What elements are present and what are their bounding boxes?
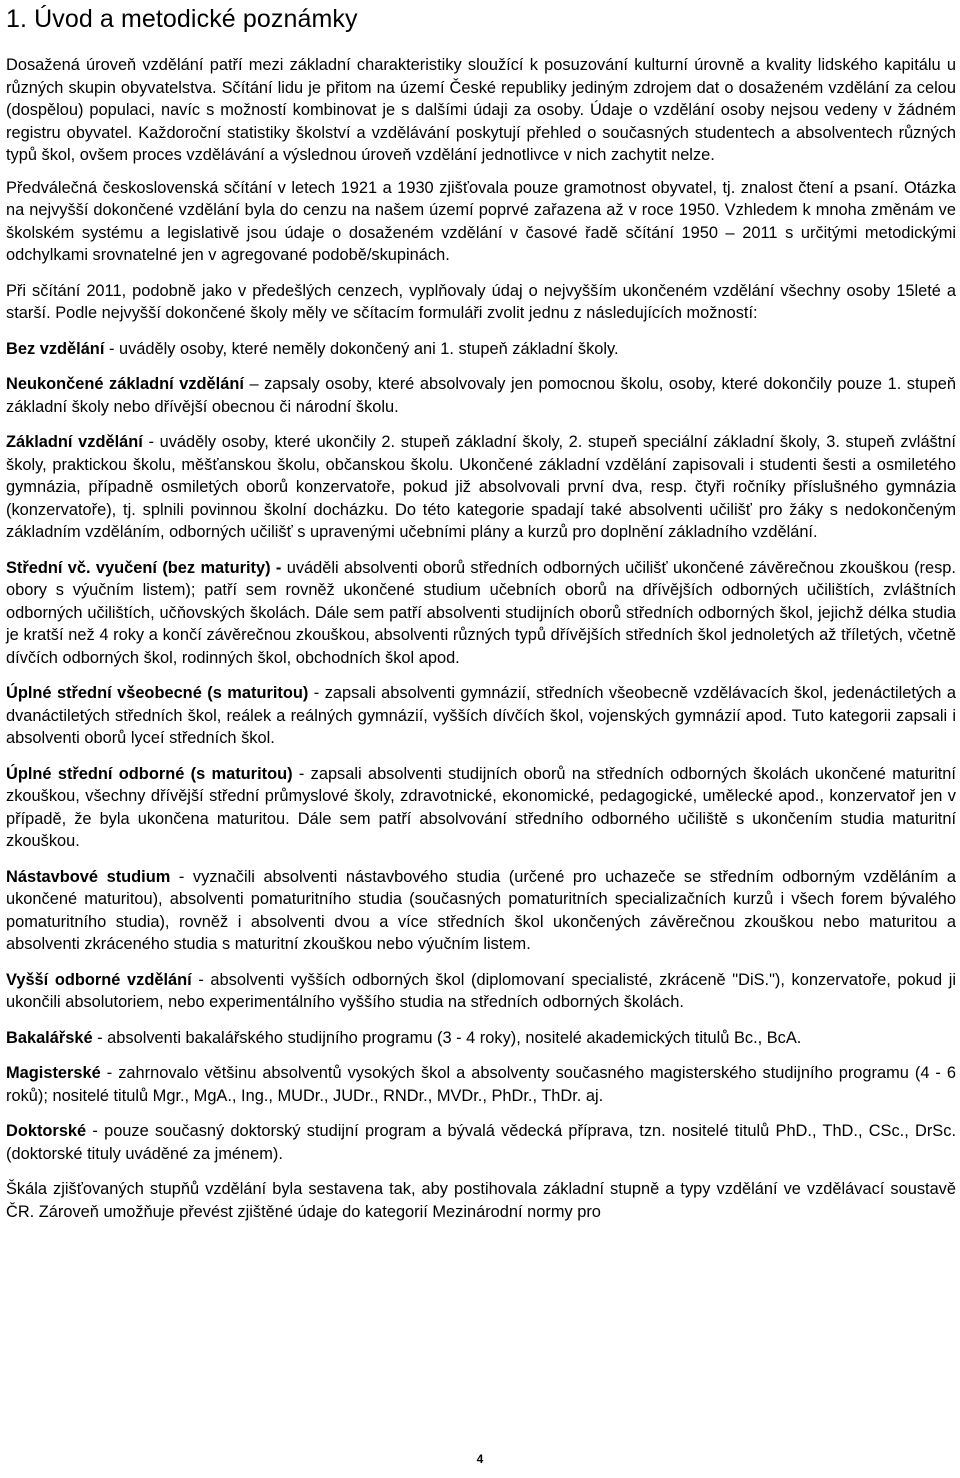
category-description: – zapsaly osoby, které absolvovaly jen pomocnou školu, osoby, které dokončily pouze 1. stupeň základní školy nebo dřívější obecnou či národní školu. bbox=[6, 375, 957, 416]
category-doctoral bbox=[6, 1120, 956, 1165]
category-secondary-vocational bbox=[6, 557, 956, 670]
category-term: Doktorské bbox=[6, 1122, 87, 1140]
category-incomplete-basic bbox=[6, 373, 956, 418]
category-term: Vyšší odborné vzdělání bbox=[6, 970, 192, 989]
category-term: Neukončené základní vzdělání bbox=[6, 375, 244, 393]
page-number: 4 bbox=[476, 1452, 484, 1466]
category-term: Základní vzdělání bbox=[6, 433, 143, 451]
category-basic bbox=[6, 431, 956, 544]
category-secondary-technical-maturita bbox=[6, 763, 956, 853]
category-description: - uváděly osoby, které ukončily 2. stupeň základní školy, 2. stupeň speciální základní školy, 3. stupeň zvláštní školy, praktickou školu, měšťanskou školu, občanskou školu. Ukončené základní vzdělání zapisovali i studenti šesti a osmiletého gymnázia, případně osmiletých oborů konzervatoře, pokud již absolvovali první dva, resp. čtyři ročníky příslušného gymnázia (konzervatoře), tj. splnili povinnou školní docházku. Do této kategorie spadají také absolventi učilišť pro žáky s nedokončeným základním vzděláním, odborných učilišť s upravenými učebními plány a kurzů pro doplnění základního vzdělání. bbox=[6, 433, 956, 541]
category-description: - absolventi bakalářského studijního programu (3 - 4 roky), nositelé akademických titulů Bc., BcA. bbox=[92, 1028, 802, 1047]
category-bachelor bbox=[6, 1027, 956, 1050]
category-description: - absolventi vyšších odborných škol (diplomovaní specialisté, zkráceně "DiS."), konzervatoře, pokud ji ukončili absolutoriem, nebo experimentálního vyššího studia na středních odborných školách. bbox=[6, 970, 956, 1011]
census-sentence-2: Podle nejvyšší dokončené školy měly ve sčítacím formuláři zvolit jednu z následujících možností: bbox=[50, 304, 758, 322]
intro-paragraph bbox=[6, 54, 956, 167]
history-sentence-3: Vzhledem k mnoha změnám ve školském systému a legislativě jsou údaje o dosaženém vzdělání v časové řadě sčítání 1950 – 2011 s určitými metodickými odchylkami srovnatelné jen v agregované podobě/skupinách. bbox=[6, 201, 956, 264]
category-description: - vyznačili absolventi nástavbového studia (určené pro uchazeče se středním odborným vzděláním a ukončené maturitou), absolventi pomaturitního studia (současných pomaturitních specializačních kurzů i všech forem bývalého pomaturitního studia), rovněž i absolventi dvou a více středních škol ukončených závěrečnou zkouškou nebo maturitou a absolventi zkráceného studia s maturitní zkouškou nebo výučním listem. bbox=[6, 867, 956, 953]
intro-sentence-3: Údaje o vzdělání osoby nejsou vedeny v žádném registru obyvatel. bbox=[6, 101, 956, 142]
category-secondary-general-maturita bbox=[6, 682, 956, 750]
category-no-education bbox=[6, 338, 956, 361]
intro-sentence-2: Sčítání lidu je přitom na území České republiky jediným zdrojem dat o dosaženém vzdělání za celou (dospělou) populaci, navíc s možností kombinovat je s dalšími údaji za osoby. bbox=[6, 78, 956, 119]
history-sentence-2: Otázka na nejvyšší dokončené vzdělání byla do cenzu na našem území poprvé zařazena až v roce 1950. bbox=[6, 178, 956, 219]
category-term: Úplné střední odborné (s maturitou) bbox=[6, 764, 293, 783]
category-description: - zahrnovalo většinu absolventů vysokých škol a absolventy současného magisterského studijního programu (4 - 6 roků); nositelé titulů Mgr., MgA., Ing., MUDr., JUDr., RNDr., MVDr., PhDr., ThDr. aj. bbox=[6, 1064, 956, 1105]
document-page bbox=[6, 0, 956, 1223]
history-paragraph bbox=[6, 177, 956, 267]
category-description: uváděli absolventi oborů středních odborných učilišť ukončené závěrečnou zkouškou (resp. obory s výučním listem); patří sem rovněž ukončené studium učebních oborů na dřívějších odborných učilištích, zvláštních odborných učilištích, učňovských školách. Dále sem patří absolventi studijních oborů středních odborných škol, jejichž délka studia je kratší než 4 roky a končí závěrečnou zkouškou, absolventi různých typů dřívějších středních škol jednoletých až tříletých, včetně dívčích odborných škol, rodinných škol, obchodních škol apod. bbox=[6, 558, 956, 667]
category-description: - zapsali absolventi gymnázií, středních všeobecně vzdělávacích škol, jedenáctiletých a dvanáctiletých středních škol, reálek a reálných gymnázií, vyšších dívčích škol, vojenských gymnázií apod. Tuto kategorii zapsali i absolventi oborů lyceí středních škol. bbox=[6, 684, 956, 747]
category-description: - uváděly osoby, které neměly dokončený ani 1. stupeň základní školy. bbox=[104, 339, 619, 358]
history-sentence-1: Předválečná československá sčítání v letech 1921 a 1930 zjišťovala pouze gramotnost obyvatel, tj. znalost čtení a psaní. bbox=[6, 178, 899, 197]
category-term: Nástavbové studium bbox=[6, 867, 171, 886]
category-term: Magisterské bbox=[6, 1064, 101, 1082]
census-sentence-1: Při sčítání 2011, podobně jako v předešlých cenzech, vyplňovaly údaj o nejvyšším ukončeném vzdělání všechny osoby 15leté a starší. bbox=[6, 281, 956, 322]
intro-sentence-1: Dosažená úroveň vzdělání patří mezi základní charakteristiky sloužící k posuzování kulturní úrovně a kvality lidského kapitálu u různých skupin obyvatelstva. bbox=[6, 56, 956, 97]
census-2011-paragraph bbox=[6, 280, 956, 325]
category-term: Úplné střední všeobecné (s maturitou) bbox=[6, 684, 309, 702]
category-term: Bakalářské bbox=[6, 1028, 93, 1047]
category-follow-up-study bbox=[6, 866, 956, 956]
closing-paragraph: Škála zjišťovaných stupňů vzdělání byla sestavena tak, aby postihovala základní stupně a typy vzdělání ve vzdělávací soustavě ČR. Zároveň umožňuje převést zjištěné údaje do kategorií Mezinárodní normy pro bbox=[6, 1180, 956, 1221]
intro-sentence-4: Každoroční statistiky školství a vzdělávání poskytují přehled o současných studentech a absolventech různých typů škol, ovšem proces vzdělávání a výslednou úroveň vzdělání jednotlivce v nich zachytit nelze. bbox=[6, 123, 957, 164]
category-term: Bez vzdělání bbox=[6, 339, 105, 358]
category-higher-vocational bbox=[6, 969, 956, 1014]
category-description: - zapsali absolventi studijních oborů na středních odborných školách ukončené maturitní zkouškou, všechny dřívější střední průmyslové školy, zdravotnické, ekonomické, pedagogické, umělecké apod., konzervatoř jen v případě, že byla ukončena maturitou. Dále sem patří absolvování středního odborného učiliště s ukončením studia maturitní zkouškou. bbox=[6, 764, 956, 850]
category-master bbox=[6, 1062, 956, 1107]
category-term: Střední vč. vyučení (bez maturity) - bbox=[6, 558, 282, 577]
category-description: - pouze současný doktorský studijní program a bývalá vědecká příprava, tzn. nositelé titulů PhD., ThD., CSc., DrSc. (doktorské tituly uváděné za jménem). bbox=[6, 1122, 956, 1163]
section-heading: 1. Úvod a metodické poznámky bbox=[6, 5, 358, 33]
